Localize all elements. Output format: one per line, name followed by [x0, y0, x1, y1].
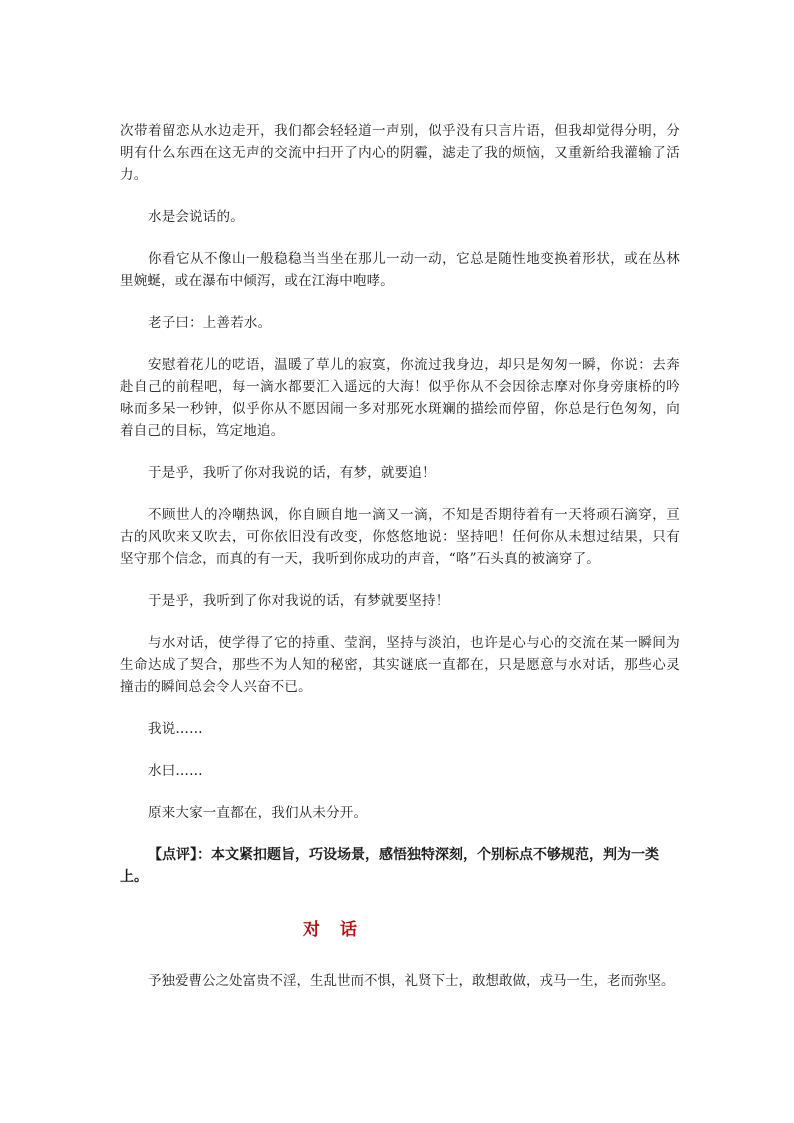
paragraph-7: 不顾世人的冷嘲热讽，你自顾自地一滴又一滴，不知是否期待着有一天将顽石滴穿，亘古的风吹来又吹去，可你依旧没有改变，你悠悠地说：坚持吧！任何你从未想过结果，只有坚守那个信念，而真的有一天，我听到你成功的声音，“咯”石头真的被滴穿了。 [120, 507, 680, 567]
document-page [120, 120, 680, 989]
paragraph-5: 安慰着花儿的呓语，温暖了草儿的寂寞，你流过我身边，却只是匆匆一瞬，你说：去奔赴自己的前程吧，每一滴水都要汇入遥远的大海！似乎你从不会因徐志摩对你身旁康桥的吟咏而多呆一秒钟，似乎你从不愿因闹一多对那死水斑斓的描绘而停留，你总是行色匆匆，向着自己的目标，笃定地追。 [120, 357, 680, 439]
paragraph-9: 与水对话，使学得了它的持重、莹润，坚持与淡泊，也许是心与心的交流在某一瞬间为生命达成了契合，那些不为人知的秘密，其实谜底一直都在，只是愿意与水对话，那些心灵撞击的瞬间总会令人兴奋不已。 [120, 635, 680, 695]
paragraph-10: 我说…… [148, 721, 203, 737]
next-section-first-line: 予独爱曹公之处富贵不淫，生乱世而不惧，礼贤下士，敢想敢做，戎马一生，老而弥坚。 [148, 973, 675, 989]
teacher-comment: 【点评】：本文紧扣题旨，巧设场景，感悟独特深刻，个别标点不够规范，判为一类上。 [120, 847, 659, 885]
paragraph-8: 于是乎，我听到了你对我说的话，有梦就要坚持！ [148, 593, 450, 609]
paragraph-1: 次带着留恋从水边走开，我们都会轻轻道一声别，似乎没有只言片语，但我却觉得分明，分明有什么东西在这无声的交流中扫开了内心的阴霾，滤走了我的烦恼，又重新给我灌输了活力。 [120, 123, 680, 183]
section-title: 对话 [303, 920, 377, 940]
paragraph-6: 于是乎，我听了你对我说的话，有梦，就要追！ [148, 465, 436, 481]
paragraph-2: 水是会说话的。 [148, 209, 244, 225]
paragraph-12: 原来大家一直都在，我们从未分开。 [148, 805, 368, 821]
paragraph-4: 老子曰：上善若水。 [148, 315, 272, 331]
paragraph-11: 水曰…… [148, 763, 203, 779]
paragraph-3: 你看它从不像山一般稳稳当当坐在那儿一动一动，它总是随性地变换着形状，或在丛林里婉蜒，或在瀑布中倾泻，或在江海中咆哮。 [120, 251, 680, 289]
